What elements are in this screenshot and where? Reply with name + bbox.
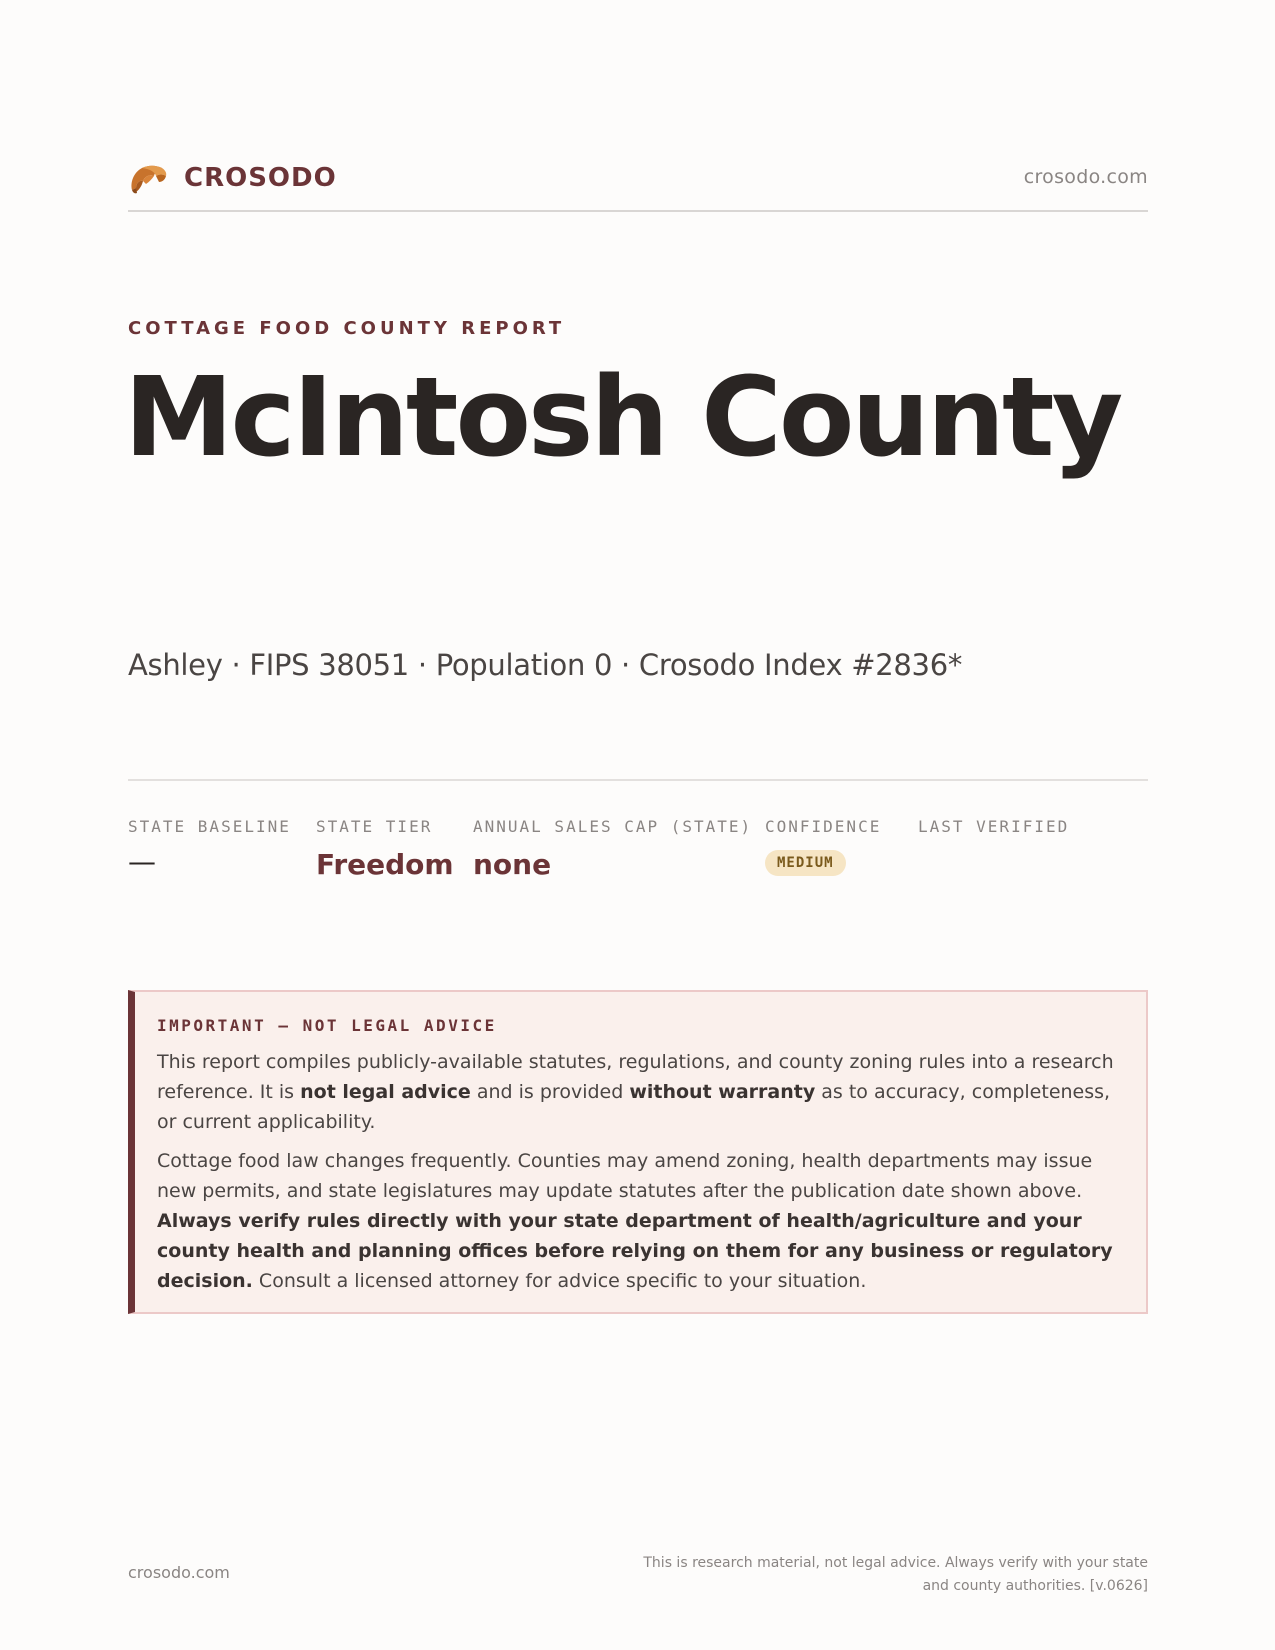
notice-paragraph [157, 1146, 1120, 1296]
report-eyebrow: COTTAGE FOOD COUNTY REPORT [128, 318, 566, 339]
brand-name: CROSODO [184, 163, 337, 193]
stat-state-baseline [128, 817, 291, 876]
report-page [124, 0, 1148, 1650]
notice-title: IMPORTANT — NOT LEGAL ADVICE [157, 1016, 497, 1035]
page-header [128, 160, 1148, 212]
footer-disclaimer [588, 1552, 1148, 1598]
site-url[interactable]: crosodo.com [1023, 166, 1148, 188]
county-meta: Ashley · FIPS 38051 · Population 0 · Crosodo Index #2836* [128, 648, 963, 682]
footer-disclaimer-line: This is research material, not legal advice. Always verify with your state [643, 1555, 1148, 1571]
stat-value: none [473, 848, 552, 881]
stat-label: LAST VERIFIED [918, 817, 1070, 836]
notice-emphasis: without warranty [629, 1081, 816, 1103]
notice-emphasis: Always verify rules directly with your state department of health/agriculture and your county health and planning offices before relying on them for any business or regulatory decision. [157, 1210, 1113, 1292]
stat-value: Freedom [316, 848, 454, 881]
page-title: McIntosh County [124, 353, 1121, 481]
notice-text: This report compiles publicly-available statutes, regulations, and county zoning rules into a research reference. It is [157, 1051, 1114, 1103]
stat-confidence [765, 817, 881, 876]
stat-label: STATE BASELINE [128, 817, 291, 836]
notice-emphasis: not legal advice [300, 1081, 471, 1103]
brand [128, 160, 337, 196]
stat-last-verified [918, 817, 1069, 848]
stat-state-tier [316, 817, 454, 881]
stat-label: CONFIDENCE [765, 817, 882, 836]
footer-site-url[interactable]: crosodo.com [128, 1563, 230, 1582]
stats-row [128, 779, 1148, 899]
croissant-icon [128, 160, 170, 196]
stat-label: STATE TIER [316, 817, 433, 836]
notice-text: as to accuracy, completeness, or current applicability. [157, 1081, 1111, 1133]
notice-text: and is provided [470, 1081, 630, 1103]
notice-text: Cottage food law changes frequently. Counties may amend zoning, health departments may issue new permits, and state legislatures may update statutes after the publication date shown above. [157, 1150, 1093, 1202]
stat-label: ANNUAL SALES CAP (STATE) [473, 817, 753, 836]
stat-value: — [128, 845, 156, 878]
legal-notice [128, 990, 1148, 1314]
notice-text: Consult a licensed attorney for advice specific to your situation. [252, 1270, 867, 1292]
confidence-badge: MEDIUM [765, 850, 846, 876]
footer-disclaimer-line: and county authorities. [v.0626] [922, 1578, 1148, 1594]
notice-paragraph [157, 1047, 1120, 1137]
stat-sales-cap [473, 817, 752, 881]
